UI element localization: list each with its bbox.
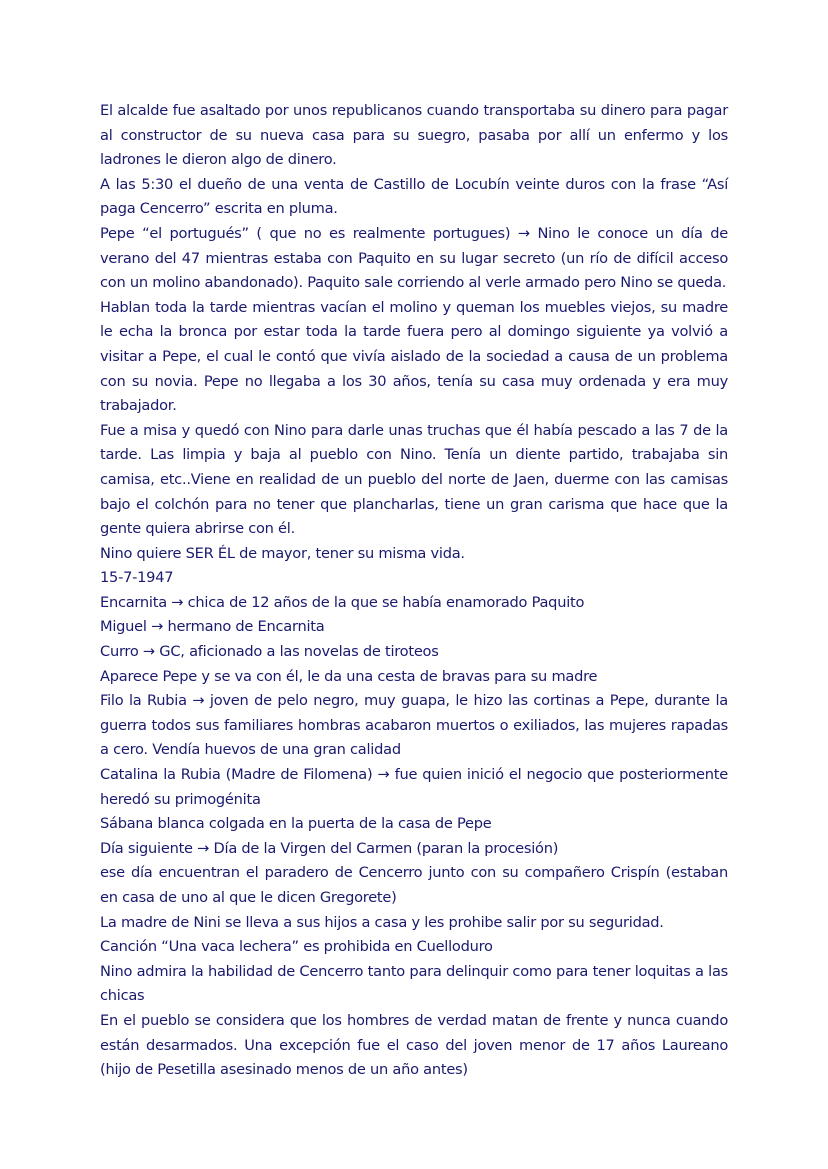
paragraph: Aparece Pepe y se va con él, le da una cesta de bravas para su madre (100, 667, 598, 685)
paragraph: Día siguiente → Día de la Virgen del Carmen (paran la procesión) (100, 839, 559, 857)
document-page (100, 99, 728, 1083)
paragraph: Encarnita → chica de 12 años de la que se había enamorado Paquito (100, 593, 585, 611)
paragraph: Catalina la Rubia (Madre de Filomena) → fue quien inició el negocio que posteriormente heredó su primogénita (100, 766, 728, 808)
paragraph: Filo la Rubia → joven de pelo negro, muy guapa, le hizo las cortinas a Pepe, durante la guerra todos sus familiares hombras acabaron muertos o exiliados, las mujeres rapadas a cero. Vendía huevos de una gran calidad (100, 692, 728, 759)
paragraph: A las 5:30 el dueño de una venta de Castillo de Locubín veinte duros con la frase “Así paga Cencerro” escrita en pluma. (100, 175, 728, 218)
paragraph: La madre de Nini se lleva a sus hijos a casa y les prohibe salir por su seguridad. (100, 913, 664, 931)
paragraph: Hablan toda la tarde mientras vacían el molino y queman los muebles viejos, su madre le echa la bronca por estar toda la tarde fuera pero al domingo siguiente ya volvió a visitar a Pepe, el cual le contó que vivía aislado de la sociedad a causa de un problema con su novia. Pepe no llegaba a los 30 años, tenía su casa muy ordenada y era muy trabajador. (100, 298, 728, 415)
paragraph: Pepe “el portugués” ( que no es realmente portugues) → Nino le conoce un día de verano del 47 mientras estaba con Paquito en su lugar secreto (un río de difícil acceso con un molino abandonado). Paquito sale corriendo al verle armado pero Nino se queda. (100, 224, 728, 292)
paragraph: Miguel → hermano de Encarnita (100, 618, 325, 636)
paragraph: Canción “Una vaca lechera” es prohibida en Cuelloduro (100, 938, 493, 956)
paragraph: ese día encuentran el paradero de Cencerro junto con su compañero Crispín (estaban en casa de uno al que le dicen Gregorete) (100, 864, 728, 906)
paragraph: Nino quiere SER ÉL de mayor, tener su misma vida. (100, 544, 465, 562)
paragraph: Fue a misa y quedó con Nino para darle unas truchas que él había pescado a las 7 de la tarde. Las limpia y baja al pueblo con Nino. Tenía un diente partido, trabajaba sin camisa, etc..Viene en realidad de un pueblo del norte de Jaen, duerme con las camisas bajo el colchón para no tener que plancharlas, tiene un gran carisma que hace que la gente quiera abrirse con él. (100, 421, 728, 538)
paragraph: El alcalde fue asaltado por unos republicanos cuando transportaba su dinero para pagar al constructor de su nueva casa para su suegro, pasaba por allí un enfermo y los ladrones le dieron algo de dinero. (100, 102, 728, 169)
paragraph: Sábana blanca colgada en la puerta de la casa de Pepe (100, 815, 492, 833)
paragraph: Nino admira la habilidad de Cencerro tanto para delinquir como para tener loquitas a las chicas (100, 962, 728, 1005)
paragraph: En el pueblo se considera que los hombres de verdad matan de frente y nunca cuando están desarmados. Una excepción fue el caso del joven menor de 17 años Laureano (hijo de Pesetilla asesinado menos de un año antes) (100, 1011, 728, 1079)
date-line: 15-7-1947 (100, 569, 174, 587)
paragraph: Curro → GC, aficionado a las novelas de tiroteos (100, 643, 439, 661)
